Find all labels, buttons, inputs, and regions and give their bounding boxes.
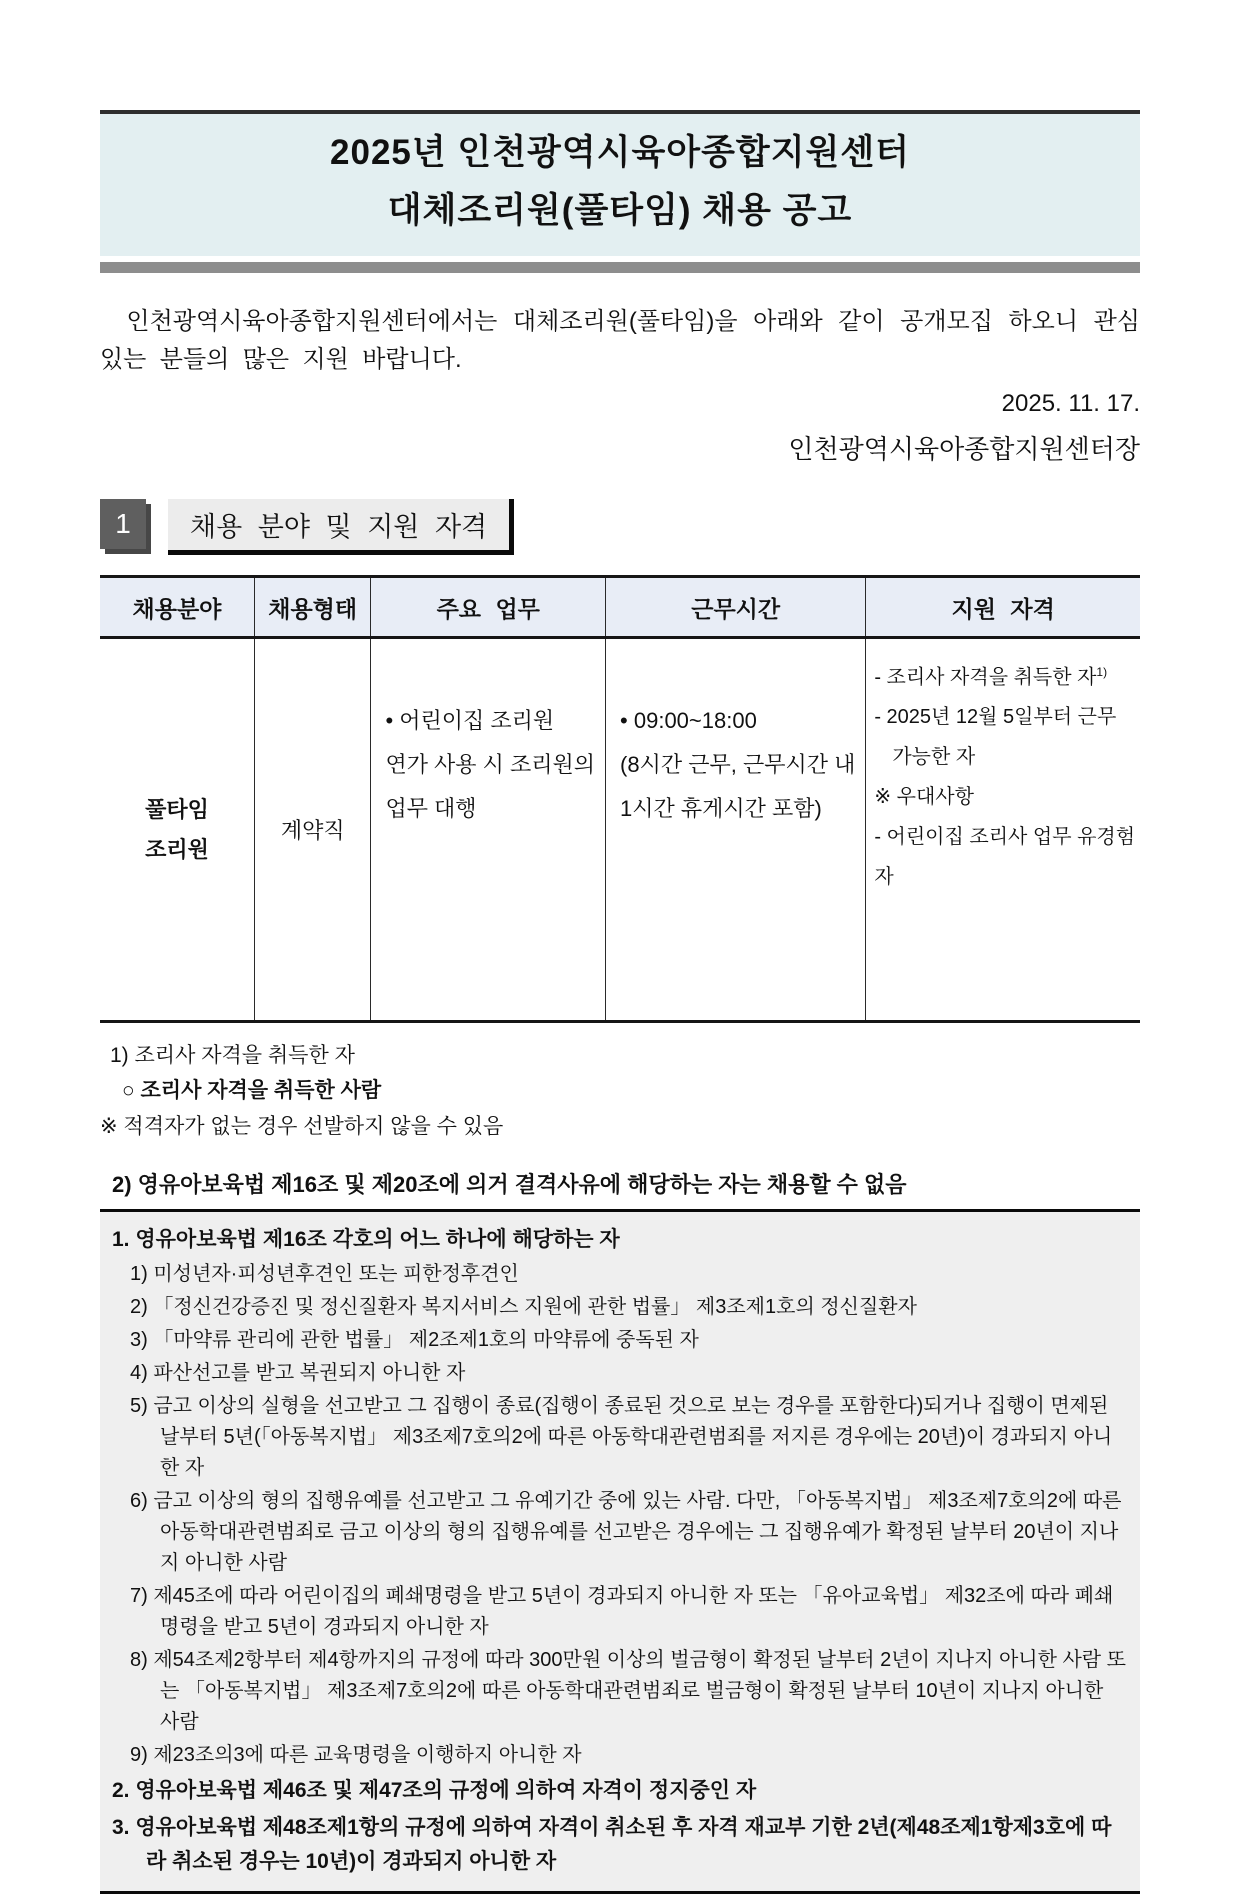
qualification-line: ※ 우대사항 [874,786,974,809]
title-line-2: 대체조리원(풀타임) 채용 공고 [387,191,853,230]
announcement-date: 2025. 11. 17. [1001,390,1140,417]
duty-line: 연가 사용 시 조리원의 [385,751,596,777]
section-1-heading [100,499,1140,555]
legal-item: 9) 제23조의3에 따른 교육명령을 이행하지 아니한 자 [130,1744,582,1766]
header-employment-type: 채용형태 [254,577,370,638]
legal-item: 4) 파산선고를 받고 복권되지 아니한 자 [130,1362,466,1384]
hours-line: 1시간 휴게시간 포함) [620,795,822,821]
header-hours: 근무시간 [606,577,866,638]
qualification-lines [866,652,1140,1008]
legal-item: 6) 금고 이상의 형의 집행유예를 선고받고 그 유예기간 중에 있는 사람. 다만, 「아동복지법」 제3조제7호의2에 따른 아동학대관련범죄로 금고 이상의 형의 집행유예를 선고받은 경우에는 그 집행유예가 확정된 날부터 20년이 지나지 아니한 사람 [130,1490,1122,1574]
cell-duty [371,638,606,1022]
footnote-marker: 1) [1096,664,1108,679]
field-line-1: 풀타임 [145,796,209,822]
header-qualification: 지원 자격 [866,577,1140,638]
table-row [100,638,1140,1022]
recruitment-table [100,575,1140,1023]
disqualification-note: 2) 영유아보육법 제16조 및 제20조에 의거 결격사유에 해당하는 자는 채용할 수 없음 [112,1172,907,1197]
cell-field [100,638,254,1022]
announcement-title-box [100,110,1140,256]
qualification-line: - 조리사 자격을 취득한 자 [874,666,1097,689]
header-field: 채용분야 [100,577,254,638]
legal-item: 1) 미성년자·피성년후견인 또는 피한정후견인 [130,1263,519,1285]
legal-item: 2. 영유아보육법 제46조 및 제47조의 규정에 의하여 자격이 정지중인 자 [112,1779,757,1802]
hours-line: (8시간 근무, 근무시간 내 [620,751,856,777]
legal-item: 3) 「마약류 관리에 관한 법률」 제2조제1호의 마약류에 중독된 자 [130,1329,699,1351]
footnote-caution: ※ 적격자가 없는 경우 선발하지 않을 수 있음 [100,1115,504,1138]
disqualification-box [100,1209,1140,1894]
footnote-1-sub: ○ 조리사 자격을 취득한 사람 [122,1079,382,1102]
footnotes [100,1039,1140,1145]
field-line-2: 조리원 [145,836,209,862]
qualification-line-with-footnote [874,652,1136,698]
cell-hours [606,638,866,1022]
qualification-line: 가능한 자 [892,746,976,769]
header-duty: 주요 업무 [371,577,606,638]
legal-item: 5) 금고 이상의 실형을 선고받고 그 집행이 종료(집행이 종료된 것으로 보는 경우를 포함한다)되거나 집행이 면제된 날부터 5년(「아동복지법」 제3조제7호의2에 따른 아동학대관련범죄를 저지른 경우에는 20년)이 경과되지 아니한 자 [130,1395,1113,1479]
qualification-line: - 어린이집 조리사 업무 유경험자 [874,826,1136,889]
qualification-line: - 2025년 12월 5일부터 근무 [874,706,1117,729]
duty-line: 업무 대행 [385,795,477,821]
section-title-label: 채용 분야 및 지원 자격 [168,499,514,555]
legal-item: 8) 제54조제2항부터 제4항까지의 규정에 따라 300만원 이상의 벌금형이 확정된 날부터 2년이 지나지 아니한 사람 또는 「아동복지법」 제3조제7호의2에 따른 아동학대관련범죄로 벌금형이 확정된 날부터 10년이 지나지 아니한 사람 [130,1649,1126,1733]
legal-item: 3. 영유아보육법 제48조제1항의 규정에 의하여 자격이 취소된 후 자격 재교부 기한 2년(제48조제1항제3호에 따라 취소된 경우는 10년)이 경과되지 아니한 자 [112,1816,1112,1873]
hours-lines [606,699,865,961]
intro-paragraph: 인천광역시육아종합지원센터에서는 대체조리원(풀타임)을 아래와 같이 공개모집 하오니 관심 있는 분들의 많은 지원 바랍니다. [100,308,1140,373]
hours-line: • 09:00~18:00 [620,707,757,733]
title-underbar [100,262,1140,273]
page-content [100,0,1140,1894]
legal-item: 2) 「정신건강증진 및 정신질환자 복지서비스 지원에 관한 법률」 제3조제1호의 정신질환자 [130,1296,917,1318]
footnote-1: 1) 조리사 자격을 취득한 자 [110,1044,355,1067]
title-line-1: 2025년 인천광역시육아종합지원센터 [330,133,910,172]
legal-item: 1. 영유아보육법 제16조 각호의 어느 하나에 해당하는 자 [112,1228,620,1251]
table-header-row [100,577,1140,638]
duty-line: • 어린이집 조리원 [385,707,555,733]
legal-item: 7) 제45조에 따라 어린이집의 폐쇄명령을 받고 5년이 경과되지 아니한 자 또는 「유아교육법」 제32조에 따라 폐쇄명령을 받고 5년이 경과되지 아니한 자 [130,1585,1114,1638]
cell-qualification [866,638,1140,1022]
employment-type-value: 계약직 [280,818,345,843]
section-number-badge: 1 [100,499,146,549]
signature-line: 인천광역시육아종합지원센터장 [788,434,1140,464]
duty-lines [371,699,605,961]
cell-employment-type [254,638,370,1022]
